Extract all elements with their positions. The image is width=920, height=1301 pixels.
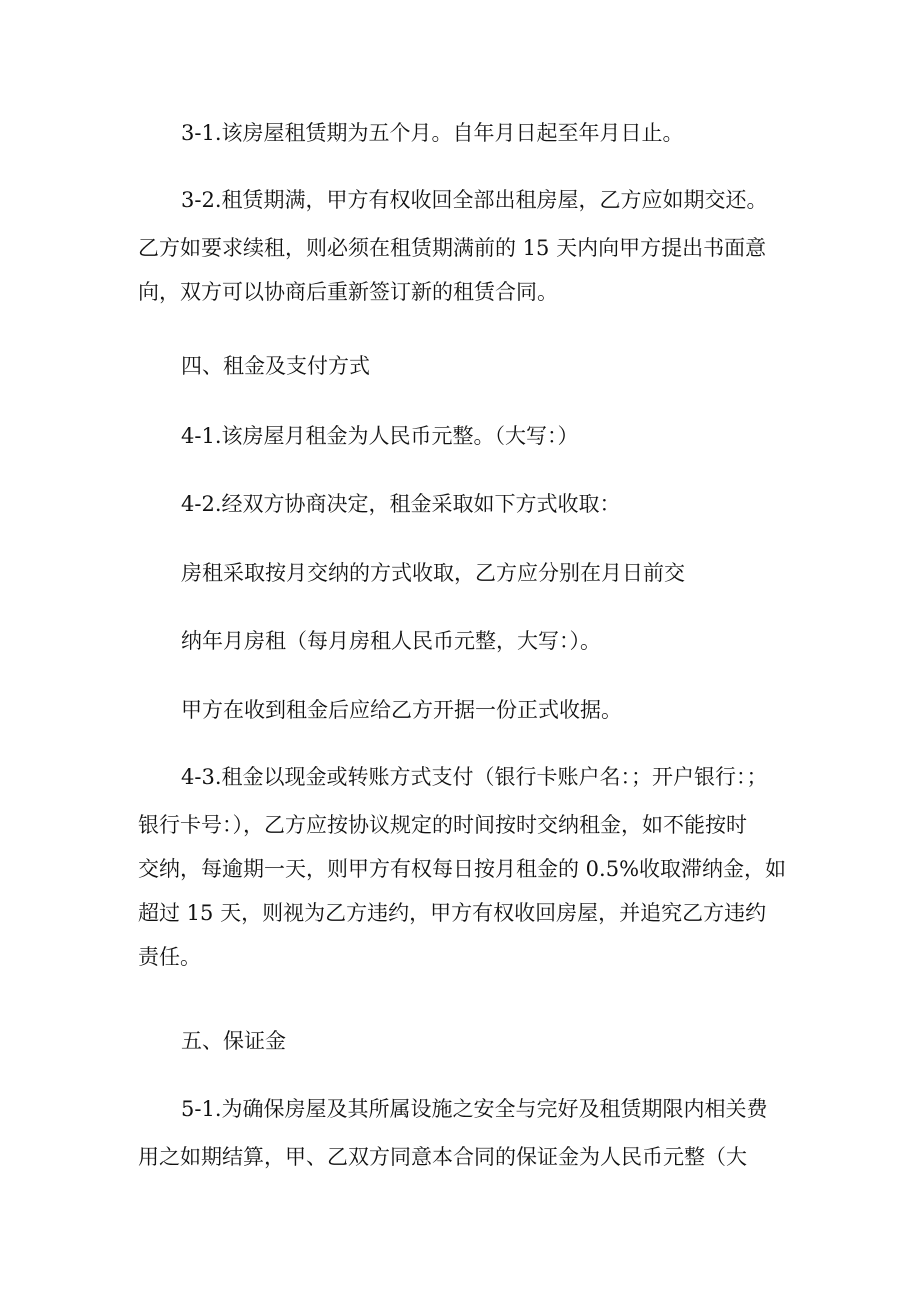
clause-4-2-receipt: 甲方在收到租金后应给乙方开据一份正式收据。: [181, 698, 622, 722]
section-5-heading: 五、保证金: [181, 1029, 286, 1053]
clause-4-3-continued: [138, 803, 788, 979]
clause-4-3-line-1: 4-3.租金以现金或转账方式支付（银行卡账户名：；开户银行：；: [181, 765, 768, 789]
clause-4-3-line-3: 交纳，每逾期一天，则甲方有权每日按月租金的 0.5%收取滞纳金，如: [138, 857, 787, 881]
clause-3-2: [181, 178, 801, 222]
section-4-heading: 四、租金及支付方式: [181, 354, 370, 378]
clause-3-1: 3-1.该房屋租赁期为五个月。自年月日起至年月日止。: [181, 121, 684, 145]
clause-3-2-line-2: 乙方如要求续租，则必须在租赁期满前的 15 天内向甲方提出书面意: [138, 236, 767, 260]
clause-5-1: [181, 1087, 821, 1131]
clause-5-1-continued: [138, 1135, 788, 1179]
clause-3-2-continued: [138, 226, 788, 314]
clause-4-3-line-2: 银行卡号：），乙方应按协议规定的时间按时交纳租金，如不能按时: [138, 813, 747, 837]
clause-4-3-line-4: 超过 15 天，则视为乙方违约，甲方有权收回房屋，并追究乙方违约: [138, 901, 767, 925]
clause-4-1: 4-1.该房屋月租金为人民币元整。（大写：）: [181, 424, 579, 448]
clause-5-1-line-2: 用之如期结算，甲、乙双方同意本合同的保证金为人民币元整（大: [138, 1145, 747, 1169]
clause-4-2: 4-2.经双方协商决定，租金采取如下方式收取：: [181, 492, 621, 516]
clause-3-2-line-3: 向，双方可以协商后重新签订新的租赁合同。: [138, 280, 558, 304]
clause-4-2-payment-amount: 纳年月房租（每月房租人民币元整，大写：）。: [181, 629, 601, 653]
clause-4-3: [181, 755, 821, 799]
clause-5-1-line-1: 5-1.为确保房屋及其所属设施之安全与完好及租赁期限内相关费: [181, 1097, 768, 1121]
clause-3-2-line-1: 3-2.租赁期满，甲方有权收回全部出租房屋，乙方应如期交还。: [181, 188, 768, 212]
clause-4-2-payment-method: 房租采取按月交纳的方式收取，乙方应分别在月日前交: [181, 561, 685, 585]
clause-4-3-line-5: 责任。: [138, 945, 201, 969]
